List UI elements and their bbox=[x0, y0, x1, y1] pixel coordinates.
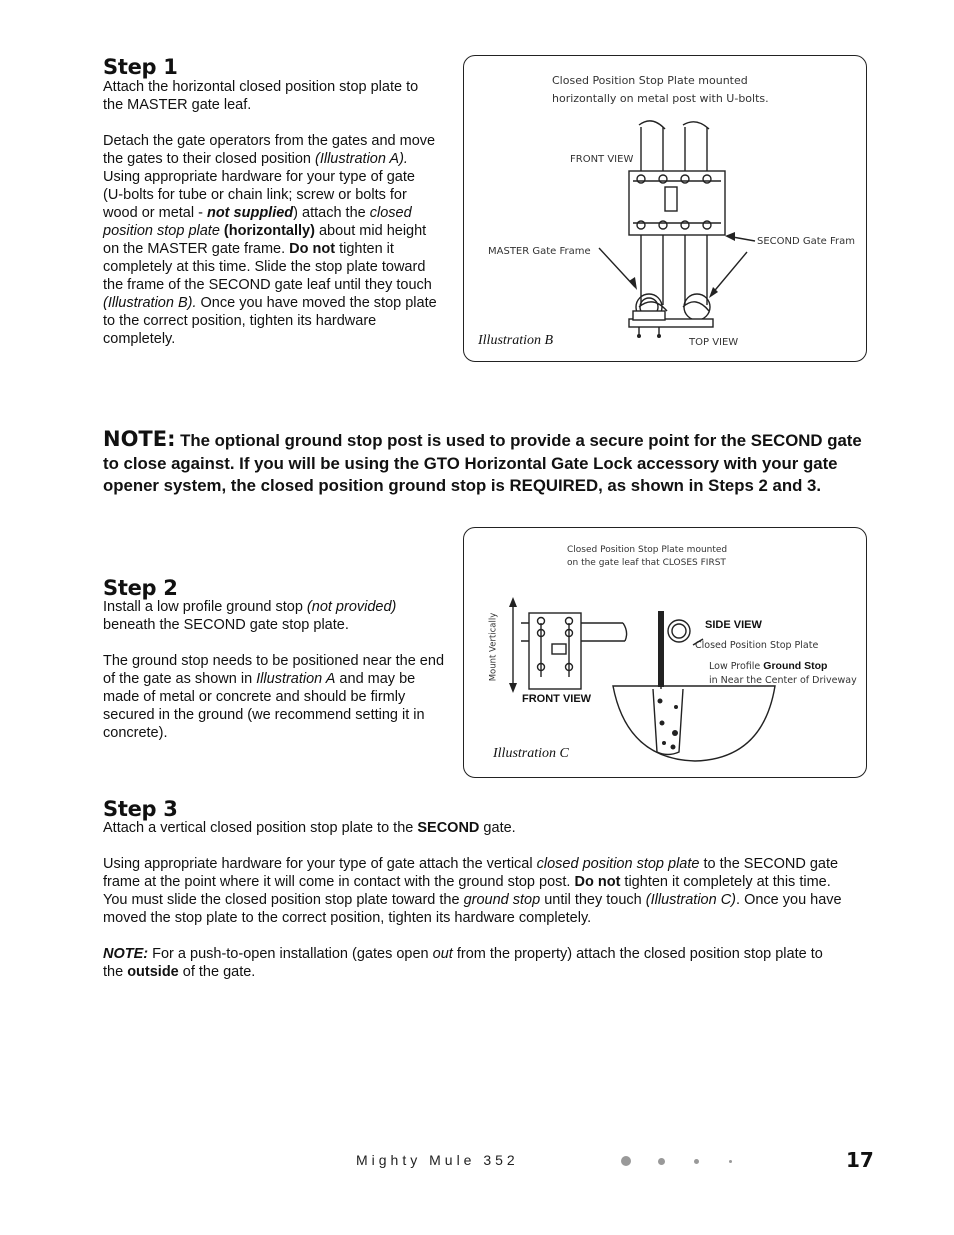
illustration-b-caption: Closed Position Stop Plate mounted horizontally on metal post with U-bolts. bbox=[552, 74, 769, 105]
footer-dot-3 bbox=[694, 1159, 699, 1164]
ground-stop-note bbox=[103, 428, 863, 498]
driveway-center-label: in Near the Center of Driveway bbox=[709, 675, 857, 686]
illustration-b-label: Illustration B bbox=[478, 333, 554, 348]
illustration-b-front-view-label: FRONT VIEW bbox=[570, 154, 634, 165]
note-text: The optional ground stop post is used to provide a secure point for the SECOND gate to close against. If you will be using the GTO Horizontal Gate Lock accessory with your gate opener system, the closed position ground stop is REQUIRED, as shown in Steps 2 and 3. bbox=[103, 431, 862, 495]
step3-paragraph-1: Attach a vertical closed position stop plate to the SECOND gate. bbox=[103, 820, 516, 836]
step3-note: NOTE: For a push-to-open installation (gates open out from the property) attach the closed position stop plate to the outside of the gate. bbox=[103, 946, 823, 980]
illustration-c-front-view-label: FRONT VIEW bbox=[522, 693, 592, 705]
step3-paragraph-2: Using appropriate hardware for your type of gate attach the vertical closed position stop plate to the SECOND gate frame at the point where it will come in contact with the ground stop post. Do not tighten it completely at this time. You must slide the closed position stop plate toward the ground stop until they touch (Illustration C). Once you have moved the stop plate to the correct position, tighten its hardware completely. bbox=[103, 856, 842, 926]
master-gate-frame-label: MASTER Gate Frame bbox=[488, 246, 591, 257]
step2-paragraph-1: Install a low profile ground stop (not provided) beneath the SECOND gate stop plate. bbox=[103, 599, 397, 633]
top-view-label: TOP VIEW bbox=[689, 337, 739, 348]
step2-paragraph-2: The ground stop needs to be positioned near the end of the gate as shown in Illustration A and may be made of metal or concrete and should be firmly secured in the ground (we recommend setting it in concrete). bbox=[103, 653, 445, 741]
illustration-c-drawing bbox=[463, 527, 865, 776]
side-view-label: SIDE VIEW bbox=[705, 619, 762, 631]
illustration-b-drawing bbox=[463, 55, 865, 360]
footer-dot-1 bbox=[621, 1156, 631, 1166]
closed-position-plate-label: Closed Position Stop Plate bbox=[695, 640, 819, 651]
step1-heading: Step 1 bbox=[103, 55, 178, 79]
footer-dot-2 bbox=[658, 1158, 665, 1165]
step2-text bbox=[103, 598, 448, 760]
footer-title: Mighty Mule 352 bbox=[356, 1152, 519, 1168]
step2-heading: Step 2 bbox=[103, 576, 178, 600]
step3-heading: Step 3 bbox=[103, 797, 178, 821]
illustration-c-label: Illustration C bbox=[493, 746, 569, 761]
step1-paragraph-1: Attach the horizontal closed position stop plate to the MASTER gate leaf. bbox=[103, 79, 419, 113]
footer-dot-4 bbox=[729, 1160, 732, 1163]
second-gate-frame-label: SECOND Gate Fram bbox=[757, 236, 856, 247]
page-number: 17 bbox=[846, 1148, 874, 1172]
mount-vertically-label: Mount Vertically bbox=[488, 612, 499, 682]
illustration-c-caption: Closed Position Stop Plate mounted on the gate leaf that CLOSES FIRST bbox=[567, 545, 728, 568]
step3-text bbox=[103, 819, 843, 999]
ground-stop-label: Low Profile Ground Stop bbox=[709, 660, 828, 672]
note-heading: NOTE: bbox=[103, 427, 176, 451]
step1-paragraph-2: Detach the gate operators from the gates and move the gates to their closed position (Illustration A). Using appropriate hardware for your type of gate (U-bolts for tube or chain link; screw or bolts for wood or metal - not supplied) attach the closed position stop plate (horizontally) about mid height on the MASTER gate frame. Do not tighten it completely at this time. Slide the stop plate toward the frame of the SECOND gate leaf until they touch (Illustration B). Once you have moved the stop plate to the correct position, tighten its hardware completely. bbox=[103, 133, 437, 347]
step1-text bbox=[103, 78, 438, 366]
